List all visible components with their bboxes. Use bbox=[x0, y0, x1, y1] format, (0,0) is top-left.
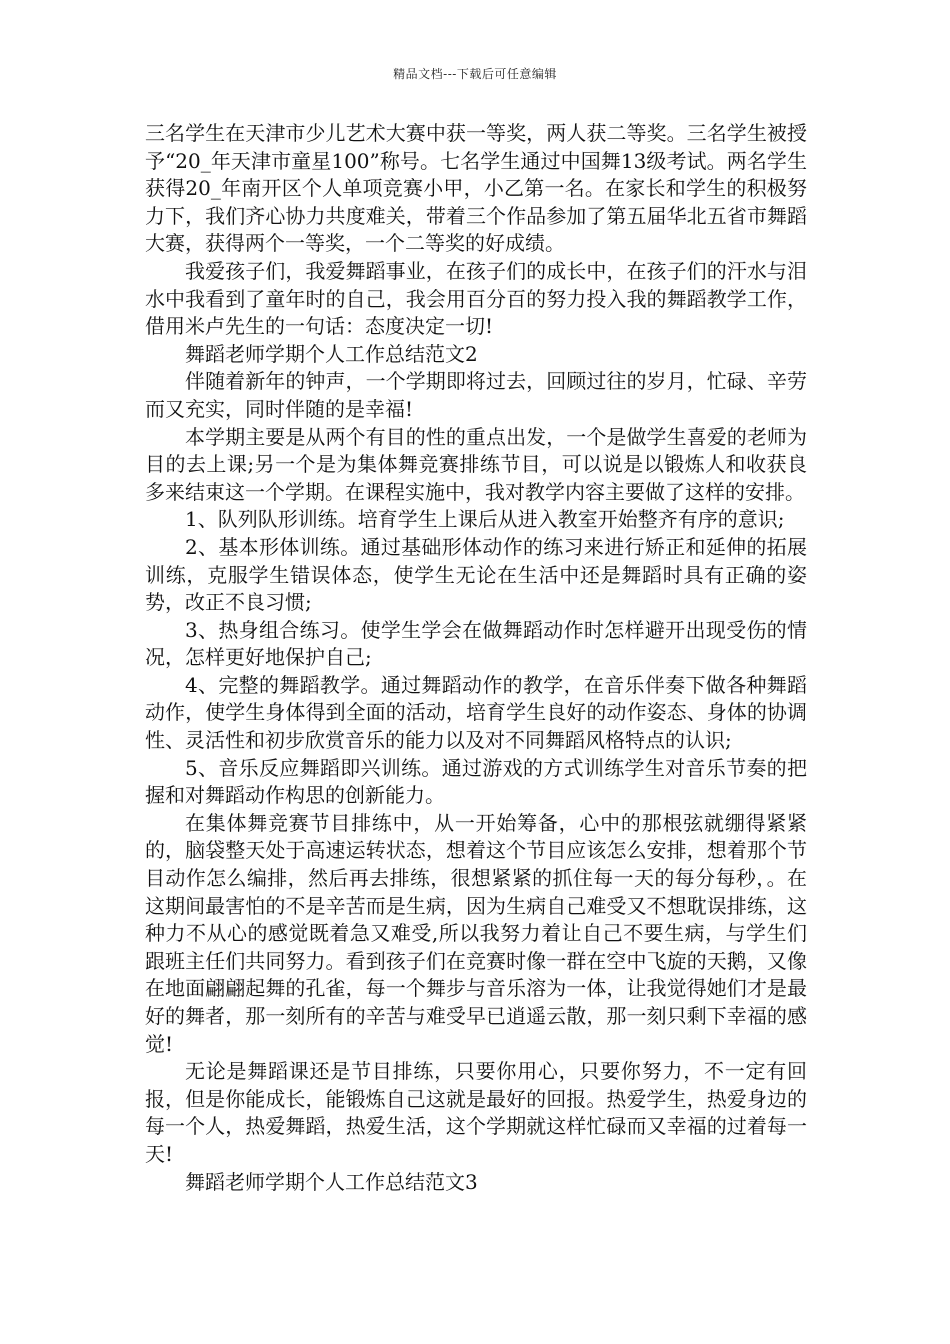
list-item-5: 5、音乐反应舞蹈即兴训练。通过游戏的方式训练学生对音乐节奏的把握和对舞蹈动作构思的创新能力。 bbox=[145, 755, 807, 808]
paragraph-new-year: 伴随着新年的钟声，一个学期即将过去，回顾过往的岁月，忙碌、辛劳而又充实，同时伴随的是幸福! bbox=[145, 369, 807, 421]
list-item-3: 3、热身组合练习。使学生学会在做舞蹈动作时怎样避开出现受伤的情况，怎样更好地保护自己; bbox=[145, 617, 807, 670]
paragraph-rehearsal: 在集体舞竞赛节目排练中，从一开始筹备，心中的那根弦就绷得紧紧的，脑袋整天处于高速运转状态，想着这个节目应该怎么安排，想着那个节目动作怎么编排，然后再去排练，很想紧紧的抓住每一天的每分每秒，。在这期间最害怕的不是辛苦而是生病，因为生病自己难受又不想耽误排练，这种力不从心的感觉既着急又难受,所以我努力着让自己不要生病，与学生们跟班主任们共同努力。看到孩子们在竞赛时像一群在空中飞旋的天鹅，又像在地面翩翩起舞的孔雀，每一个舞步与音乐溶为一体，让我觉得她们才是最好的舞者，那一刻所有的辛苦与难受早已逍遥云散，那一刻只剩下幸福的感觉! bbox=[145, 810, 807, 1056]
list-item-1: 1、队列队形训练。培育学生上课后从进入教室开始整齐有序的意识; bbox=[185, 507, 785, 532]
paragraph-love-dance: 我爱孩子们，我爱舞蹈事业，在孩子们的成长中，在孩子们的汗水与泪水中我看到了童年时的自己，我会用百分百的努力投入我的舞蹈教学工作，借用米卢先生的一句话：态度决定一切! bbox=[145, 258, 807, 339]
page-header: 精品文档---下载后可任意编辑 bbox=[393, 67, 557, 81]
list-item-4: 4、完整的舞蹈教学。通过舞蹈动作的教学，在音乐伴奏下做各种舞蹈动作，使学生身体得到全面的活动，培育学生良好的动作姿态、身体的协调性、灵活性和初步欣赏音乐的能力以及对不同舞蹈风格特点的认识; bbox=[145, 672, 807, 753]
paragraph-semester-focus: 本学期主要是从两个有目的性的重点出发，一个是做学生喜爱的老师为目的去上课;另一个是为集体舞竞赛排练节目，可以说是以锻炼人和收获良多来结束这一个学期。在课程实施中，我对教学内容主要做了这样的安排。 bbox=[145, 424, 807, 504]
list-item-2: 2、基本形体训练。通过基础形体动作的练习来进行矫正和延伸的拓展训练，克服学生错误体态，使学生无论在生活中还是舞蹈时具有正确的姿势，改正不良习惯; bbox=[145, 534, 807, 615]
document-body bbox=[145, 120, 807, 1196]
section-heading-3: 舞蹈老师学期个人工作总结范文3 bbox=[185, 1169, 478, 1194]
paragraph-awards: 三名学生在天津市少儿艺术大赛中获一等奖，两人获二等奖。三名学生被授予“20_年天津市童星100”称号。七名学生通过中国舞13级考试。两名学生获得20_年南开区个人单项竞赛小甲，小乙第一名。在家长和学生的积极努力下，我们齐心协力共度难关，带着三个作品参加了第五届华北五省市舞蹈大赛，获得两个一等奖，一个二等奖的好成绩。 bbox=[145, 121, 807, 256]
section-heading-2: 舞蹈老师学期个人工作总结范文2 bbox=[185, 341, 478, 366]
paragraph-conclusion: 无论是舞蹈课还是节目排练，只要你用心，只要你努力，不一定有回报，但是你能成长，能锻炼自己这就是最好的回报。热爱学生，热爱身边的每一个人，热爱舞蹈，热爱生活，这个学期就这样忙碌而又幸福的过着每一天! bbox=[145, 1059, 807, 1166]
